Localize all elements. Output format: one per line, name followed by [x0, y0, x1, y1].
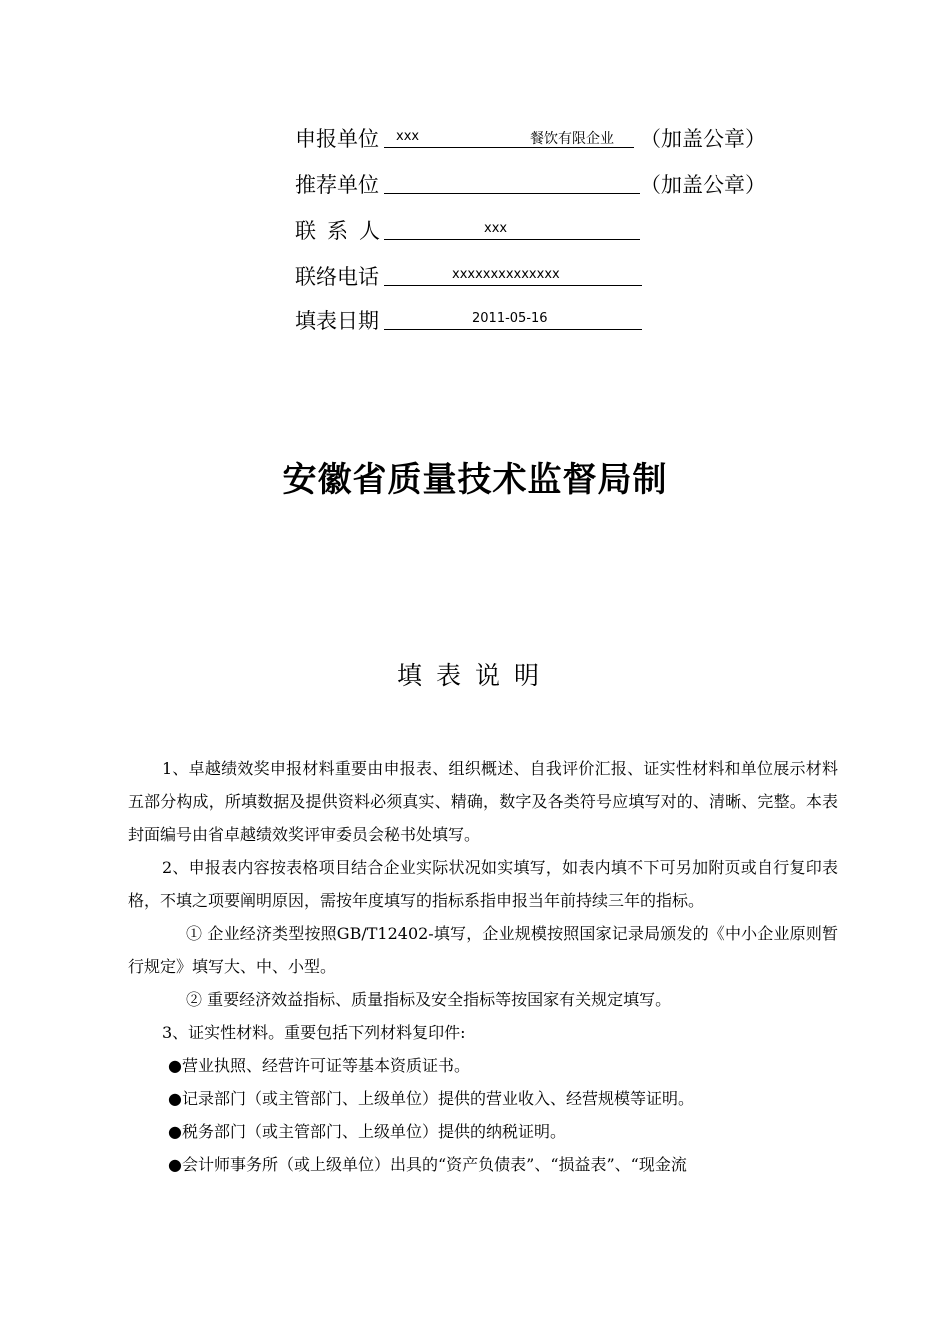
instruction-item-economic-type: ① 企业经济类型按照GB/T12402-填写，企业规模按照国家记录局颁发的《中小企业原则暂行规定》填写大、中、小型。 — [128, 924, 838, 976]
instructions-body — [128, 752, 838, 1181]
applicant-value-right[interactable]: 餐饮有限企业 — [530, 131, 614, 147]
instructions-title: 填表说明 — [396, 661, 553, 690]
date-underline — [384, 329, 642, 330]
date-value[interactable]: 2011-05-16 — [472, 311, 548, 326]
bullet-item: ●会计师事务所（或上级单位）出具的“资产负债表”、“损益表”、“现金流 — [168, 1155, 687, 1174]
applicant-value-left[interactable]: xxx — [396, 129, 420, 144]
phone-value[interactable]: xxxxxxxxxxxxxx — [452, 267, 560, 282]
recommender-underline — [384, 193, 640, 194]
bullet-item: ●税务部门（或主管部门、上级单位）提供的纳税证明。 — [168, 1122, 566, 1141]
contact-underline — [384, 239, 640, 240]
applicant-seal-note: （加盖公章） — [640, 127, 766, 151]
bullet-item: ●营业执照、经营许可证等基本资质证书。 — [168, 1056, 470, 1075]
bullet-item: ●记录部门（或主管部门、上级单位）提供的营业收入、经营规模等证明。 — [168, 1089, 694, 1108]
date-label: 填表日期 — [295, 309, 379, 333]
contact-value[interactable]: xxx — [484, 221, 508, 236]
instruction-paragraph-2: 2、申报表内容按表格项目结合企业实际状况如实填写，如表内填不下可另加附页或自行复印表格，不填之项要阐明原因，需按年度填写的指标系指申报当年前持续三年的指标。 — [128, 858, 838, 910]
phone-label: 联络电话 — [295, 265, 379, 289]
recommender-seal-note: （加盖公章） — [640, 173, 766, 197]
instruction-item-indicators: ② 重要经济效益指标、质量指标及安全指标等按国家有关规定填写。 — [186, 990, 672, 1009]
contact-label: 联系人 — [295, 219, 391, 243]
instruction-paragraph-3: 3、证实性材料。重要包括下列材料复印件: — [162, 1023, 466, 1042]
instruction-paragraph-1: 1、卓越绩效奖申报材料重要由申报表、组织概述、自我评价汇报、证实性材料和单位展示材料五部分构成，所填数据及提供资料必须真实、精确，数字及各类符号应填写对的、清晰、完整。本表封面编号由省卓越绩效奖评审委员会秘书处填写。 — [128, 759, 838, 844]
issuer-title: 安徽省质量技术监督局制 — [282, 460, 668, 500]
applicant-label: 申报单位 — [295, 127, 379, 151]
recommender-label: 推荐单位 — [295, 173, 379, 197]
phone-underline — [384, 285, 642, 286]
